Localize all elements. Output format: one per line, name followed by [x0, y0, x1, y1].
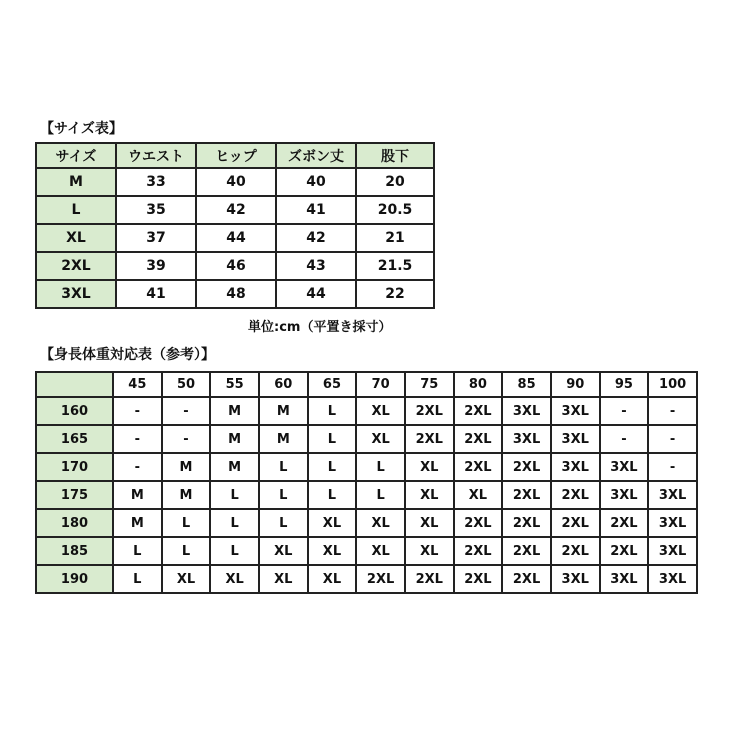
size-value-cell: 39: [117, 253, 197, 281]
height-row: [35, 538, 698, 566]
size-value-cell: 40: [197, 169, 277, 197]
weight-header-cell: 85: [503, 371, 552, 398]
height-label-cell: 180: [35, 510, 114, 538]
size-table-header-row: [35, 142, 435, 169]
size-recommendation-cell: 2XL: [406, 398, 455, 426]
size-recommendation-cell: XL: [357, 510, 406, 538]
size-recommendation-cell: 3XL: [649, 538, 698, 566]
size-value-cell: 35: [117, 197, 197, 225]
size-recommendation-cell: 3XL: [552, 454, 601, 482]
size-recommendation-cell: -: [649, 398, 698, 426]
size-recommendation-cell: L: [309, 426, 358, 454]
size-recommendation-cell: XL: [260, 566, 309, 594]
size-recommendation-cell: L: [357, 482, 406, 510]
size-header-cell: ズボン丈: [277, 142, 357, 169]
size-value-cell: 20.5: [357, 197, 435, 225]
size-recommendation-cell: L: [211, 510, 260, 538]
size-recommendation-cell: 2XL: [455, 510, 504, 538]
size-recommendation-cell: 2XL: [357, 566, 406, 594]
size-recommendation-cell: -: [114, 398, 163, 426]
size-recommendation-cell: 2XL: [503, 510, 552, 538]
size-value-cell: 41: [117, 281, 197, 309]
size-value-cell: 48: [197, 281, 277, 309]
size-recommendation-cell: 3XL: [601, 566, 650, 594]
size-value-cell: 42: [197, 197, 277, 225]
size-recommendation-cell: M: [163, 454, 212, 482]
weight-header-cell: 45: [114, 371, 163, 398]
size-recommendation-cell: XL: [357, 538, 406, 566]
size-recommendation-cell: M: [114, 510, 163, 538]
size-value-cell: 21.5: [357, 253, 435, 281]
size-recommendation-cell: 2XL: [552, 538, 601, 566]
size-recommendation-cell: 2XL: [552, 482, 601, 510]
size-recommendation-cell: L: [260, 510, 309, 538]
size-recommendation-cell: 3XL: [503, 426, 552, 454]
size-recommendation-cell: XL: [260, 538, 309, 566]
size-recommendation-cell: 3XL: [649, 482, 698, 510]
size-recommendation-cell: 2XL: [503, 454, 552, 482]
size-recommendation-cell: -: [114, 426, 163, 454]
size-recommendation-cell: M: [211, 454, 260, 482]
size-recommendation-cell: L: [211, 538, 260, 566]
size-recommendation-cell: 2XL: [455, 398, 504, 426]
size-recommendation-cell: XL: [309, 510, 358, 538]
size-recommendation-cell: 2XL: [503, 538, 552, 566]
height-label-cell: 185: [35, 538, 114, 566]
size-table-title: 【サイズ表】: [40, 121, 123, 137]
size-value-cell: 22: [357, 281, 435, 309]
size-recommendation-cell: XL: [357, 426, 406, 454]
unit-note: 単位:cm（平置き採寸）: [248, 320, 392, 335]
size-recommendation-cell: XL: [309, 538, 358, 566]
size-recommendation-cell: M: [211, 398, 260, 426]
height-row: [35, 426, 698, 454]
weight-header-cell: 55: [211, 371, 260, 398]
size-table-row: [35, 225, 435, 253]
size-table-row: [35, 281, 435, 309]
body-weight-table: [35, 371, 698, 594]
size-recommendation-cell: L: [163, 510, 212, 538]
size-recommendation-cell: 2XL: [601, 510, 650, 538]
size-value-cell: 40: [277, 169, 357, 197]
weight-header-cell: 90: [552, 371, 601, 398]
size-recommendation-cell: L: [357, 454, 406, 482]
weight-header-cell: 100: [649, 371, 698, 398]
size-header-cell: ウエスト: [117, 142, 197, 169]
size-recommendation-cell: 2XL: [455, 566, 504, 594]
size-recommendation-cell: 2XL: [406, 566, 455, 594]
size-value-cell: 33: [117, 169, 197, 197]
size-recommendation-cell: -: [649, 426, 698, 454]
size-recommendation-cell: M: [211, 426, 260, 454]
size-label-cell: L: [35, 197, 117, 225]
height-label-cell: 165: [35, 426, 114, 454]
size-recommendation-cell: 3XL: [503, 398, 552, 426]
size-recommendation-cell: 2XL: [455, 454, 504, 482]
size-value-cell: 43: [277, 253, 357, 281]
size-value-cell: 41: [277, 197, 357, 225]
weight-header-cell: 50: [163, 371, 212, 398]
height-row: [35, 510, 698, 538]
size-recommendation-cell: 3XL: [601, 454, 650, 482]
size-recommendation-cell: -: [649, 454, 698, 482]
size-recommendation-cell: 2XL: [455, 538, 504, 566]
size-recommendation-cell: 3XL: [601, 482, 650, 510]
weight-header-cell: 65: [309, 371, 358, 398]
size-recommendation-cell: XL: [406, 482, 455, 510]
size-recommendation-cell: 2XL: [503, 482, 552, 510]
size-recommendation-cell: 3XL: [552, 426, 601, 454]
size-recommendation-cell: -: [163, 426, 212, 454]
size-recommendation-cell: XL: [406, 538, 455, 566]
size-value-cell: 42: [277, 225, 357, 253]
size-recommendation-cell: L: [309, 398, 358, 426]
size-recommendation-cell: 2XL: [601, 538, 650, 566]
corner-cell: [35, 371, 114, 398]
size-label-cell: 2XL: [35, 253, 117, 281]
size-value-cell: 21: [357, 225, 435, 253]
size-recommendation-cell: M: [163, 482, 212, 510]
size-recommendation-cell: 3XL: [649, 510, 698, 538]
size-recommendation-cell: -: [163, 398, 212, 426]
weight-header-cell: 70: [357, 371, 406, 398]
size-recommendation-cell: L: [163, 538, 212, 566]
height-row: [35, 454, 698, 482]
size-value-cell: 46: [197, 253, 277, 281]
body-weight-table-title: 【身長体重対応表（参考）】: [40, 347, 215, 363]
weight-header-row: [35, 371, 698, 398]
height-row: [35, 566, 698, 594]
size-recommendation-cell: XL: [211, 566, 260, 594]
size-value-cell: 44: [197, 225, 277, 253]
size-recommendation-cell: M: [114, 482, 163, 510]
size-label-cell: XL: [35, 225, 117, 253]
size-recommendation-cell: L: [309, 454, 358, 482]
size-recommendation-cell: -: [601, 398, 650, 426]
size-recommendation-cell: L: [211, 482, 260, 510]
size-header-cell: サイズ: [35, 142, 117, 169]
size-table-row: [35, 197, 435, 225]
size-recommendation-cell: XL: [406, 454, 455, 482]
size-value-cell: 44: [277, 281, 357, 309]
height-label-cell: 170: [35, 454, 114, 482]
height-label-cell: 190: [35, 566, 114, 594]
weight-header-cell: 75: [406, 371, 455, 398]
size-recommendation-cell: L: [114, 538, 163, 566]
size-recommendation-cell: -: [601, 426, 650, 454]
size-label-cell: 3XL: [35, 281, 117, 309]
size-recommendation-cell: XL: [309, 566, 358, 594]
weight-header-cell: 95: [601, 371, 650, 398]
size-recommendation-cell: XL: [455, 482, 504, 510]
size-header-cell: ヒップ: [197, 142, 277, 169]
height-label-cell: 160: [35, 398, 114, 426]
weight-header-cell: 60: [260, 371, 309, 398]
height-row: [35, 398, 698, 426]
size-label-cell: M: [35, 169, 117, 197]
size-recommendation-cell: XL: [406, 510, 455, 538]
size-recommendation-cell: M: [260, 398, 309, 426]
size-recommendation-cell: 2XL: [455, 426, 504, 454]
size-recommendation-cell: 3XL: [552, 398, 601, 426]
size-recommendation-cell: XL: [357, 398, 406, 426]
size-recommendation-cell: XL: [163, 566, 212, 594]
size-recommendation-cell: 2XL: [406, 426, 455, 454]
size-recommendation-cell: M: [260, 426, 309, 454]
size-header-cell: 股下: [357, 142, 435, 169]
size-recommendation-cell: -: [114, 454, 163, 482]
size-recommendation-cell: 2XL: [503, 566, 552, 594]
size-value-cell: 20: [357, 169, 435, 197]
size-recommendation-cell: 3XL: [552, 566, 601, 594]
height-row: [35, 482, 698, 510]
size-table-row: [35, 253, 435, 281]
size-recommendation-cell: L: [260, 482, 309, 510]
size-table-row: [35, 169, 435, 197]
size-value-cell: 37: [117, 225, 197, 253]
weight-header-cell: 80: [455, 371, 504, 398]
size-recommendation-cell: 3XL: [649, 566, 698, 594]
height-label-cell: 175: [35, 482, 114, 510]
size-recommendation-cell: L: [260, 454, 309, 482]
size-recommendation-cell: L: [309, 482, 358, 510]
size-recommendation-cell: 2XL: [552, 510, 601, 538]
size-recommendation-cell: L: [114, 566, 163, 594]
size-table: [35, 142, 435, 309]
